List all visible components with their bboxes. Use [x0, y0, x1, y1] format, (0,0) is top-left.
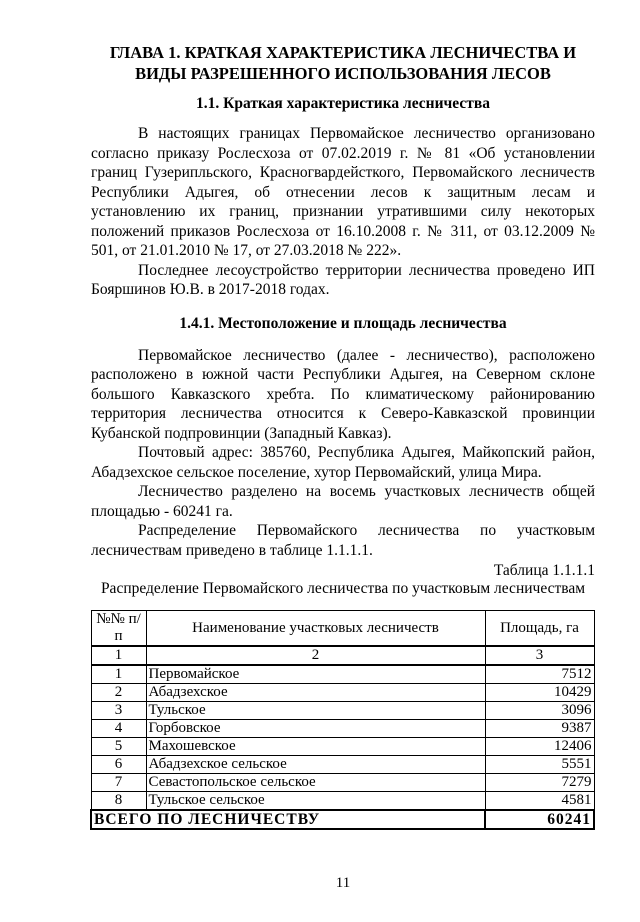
table-row [91, 702, 594, 720]
table-row [91, 738, 594, 756]
table-row [91, 792, 594, 811]
area-value: 4581 [485, 792, 594, 811]
area-value: 9387 [485, 720, 594, 738]
area-value: 10429 [485, 684, 594, 702]
table-caption: Распределение Первомайского лесничества по участковым лесничествам [100, 580, 586, 597]
section-1-4-1-body [91, 346, 595, 561]
column-number-row [91, 646, 594, 665]
row-number: 1 [91, 665, 146, 684]
table-row [91, 720, 594, 738]
paragraph: Распределение Первомайского лесничества по участковым лесничествам приведено в таблице 1.1.1.1. [91, 522, 595, 559]
paragraph: Последнее лесоустройство территории лесничества проведено ИП Бояршинов Ю.В. в 2017-2018 годах. [91, 261, 595, 298]
area-value: 12406 [485, 738, 594, 756]
total-label: ВСЕГО ПО ЛЕСНИЧЕСТВУ [91, 810, 485, 829]
table-row [91, 665, 594, 684]
column-number: 2 [146, 646, 485, 665]
row-number: 8 [91, 792, 146, 811]
header-name: Наименование участковых лесничеств [146, 611, 485, 647]
row-number: 6 [91, 756, 146, 774]
page-number: 11 [335, 875, 351, 891]
column-number: 3 [485, 646, 594, 665]
total-value: 60241 [485, 810, 594, 829]
forestry-name: Первомайское [146, 665, 485, 684]
forestry-name: Абадзехское сельское [146, 756, 485, 774]
forestry-name: Горбовское [146, 720, 485, 738]
table-header-row [91, 611, 594, 647]
row-number: 2 [91, 684, 146, 702]
section-heading-1-1: 1.1. Краткая характеристика лесничества [196, 95, 490, 112]
forestry-name: Абадзехское [146, 684, 485, 702]
row-number: 5 [91, 738, 146, 756]
table-label: Таблица 1.1.1.1 [493, 562, 595, 579]
row-number: 4 [91, 720, 146, 738]
table-row [91, 774, 594, 792]
area-value: 7279 [485, 774, 594, 792]
table-row [91, 684, 594, 702]
header-number: №№ п/п [91, 611, 146, 647]
area-value: 3096 [485, 702, 594, 720]
paragraph: Почтовый адрес: 385760, Республика Адыгея, Майкопский район, Абадзехское сельское поселение, хутор Первомайский, улица Мира. [91, 444, 595, 481]
section-heading-1-4-1: 1.4.1. Местоположение и площадь лесничества [179, 314, 507, 332]
forestry-name: Севастопольское сельское [146, 774, 485, 792]
paragraph: В настоящих границах Первомайское лесничество организовано согласно приказу Рослесхоза от 07.02.2019 г. № 81 «Об установлении границ Гузерипльского, Красногвардейсткого, Первомайского лесничеств Республики Адыгея, об отнесении лесов к защитным лесам и установлению их границ, признании утратившими силу некоторых положений приказов Рослесхоза от 16.10.2008 г. № 311, от 03.12.2009 № 501, от 21.01.2010 № 17, от 27.03.2018 № 222». [91, 125, 595, 259]
area-value: 7512 [485, 665, 594, 684]
paragraph: Первомайское лесничество (далее - лесничество), расположено расположено в южной части Республики Адыгея, на Северном склоне большого Кавказского хребта. По климатическому районированию территория лесничества относится к Северо-Кавказской провинции Кубанской подпровинции (Западный Кавказ). [91, 346, 595, 442]
forestry-distribution-table [90, 610, 595, 830]
header-area: Площадь, га [485, 611, 594, 647]
total-row [91, 810, 594, 829]
forestry-name: Тульское [146, 702, 485, 720]
paragraph: Лесничество разделено на восемь участковых лесничеств общей площадью - 60241 га. [91, 483, 595, 520]
row-number: 7 [91, 774, 146, 792]
forestry-name: Тульское сельское [146, 792, 485, 811]
row-number: 3 [91, 702, 146, 720]
area-value: 5551 [485, 756, 594, 774]
column-number: 1 [91, 646, 146, 665]
section-1-1-body [91, 124, 595, 300]
forestry-name: Махошевское [146, 738, 485, 756]
chapter-title: ГЛАВА 1. КРАТКАЯ ХАРАКТЕРИСТИКА ЛЕСНИЧЕСТВА И ВИДЫ РАЗРЕШЕННОГО ИСПОЛЬЗОВАНИЯ ЛЕСОВ [109, 43, 577, 83]
table-row [91, 756, 594, 774]
